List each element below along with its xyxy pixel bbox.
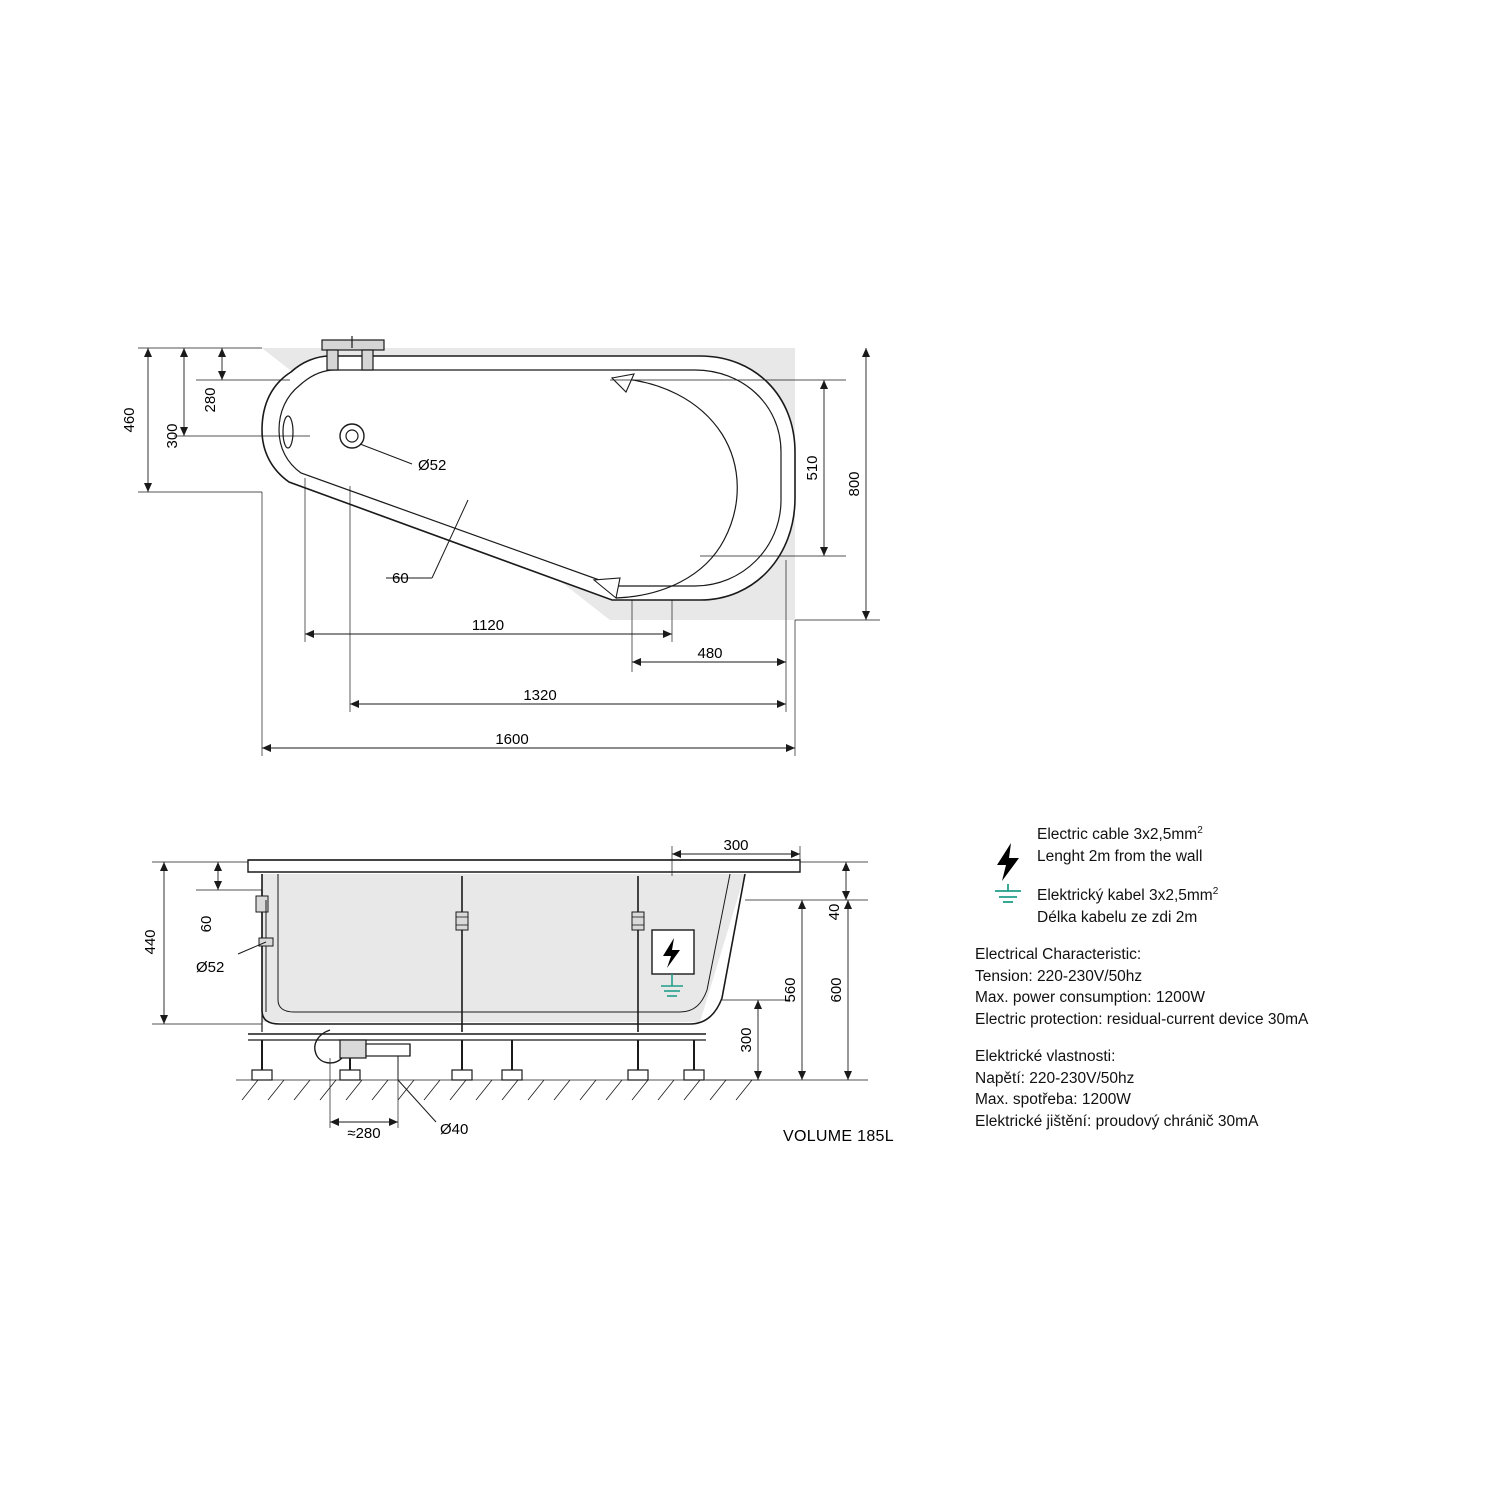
dim-dia40-text: Ø40 [440,1121,469,1138]
siphon-bend [315,1030,342,1063]
dim-1120-text: 1120 [471,617,505,634]
electrical-en-line-1: Max. power consumption: 1200W [975,989,1206,1007]
dim-dia52-plan-text: Ø52 [418,457,447,474]
dim-60-sec-text: 60 [198,915,215,933]
siphon-body [340,1040,366,1058]
dim-300-text: 300 [164,423,181,449]
cable-cz-sup: 2 [1212,886,1219,898]
cable-note-block [975,820,1455,928]
electrical-cz-heading: Elektrické vlastnosti: [975,1048,1116,1066]
electrical-cz-line-0: Napětí: 220-230V/50hz [975,1069,1135,1087]
volume-label: VOLUME 185L [783,1128,894,1145]
dim-510-text: 510 [804,455,821,481]
dim-560-text: 560 [782,977,799,1003]
dim-dia52-sec-text: Ø52 [196,959,225,976]
notes-panel [975,820,1455,1148]
floor-hatching [236,1080,760,1100]
faucet-spout-right [362,350,373,370]
dim-280-text: 280 [202,387,219,413]
support-clamp-right [632,912,644,930]
electrical-en-line-2: Electric protection: residual-current device 30mA [975,1010,1309,1028]
section-view [142,837,868,1142]
electrical-en-heading: Electrical Characteristic: [975,946,1142,964]
faucet-deck-plate [322,340,384,350]
cable-cz-line2: Délka kabelu ze zdi 2m [1037,908,1198,926]
dim-40-text: 40 [826,903,843,921]
dim-800-text: 800 [846,471,863,497]
dim-460-text: 460 [121,407,138,433]
waste-pipe [366,1044,410,1056]
dim-600-text: 600 [828,977,845,1003]
drain-inner-plan [346,430,358,442]
support-clamp-mid [456,912,468,930]
dim-280-text: ≈280 [347,1125,381,1142]
lightning-bolt-icon [993,842,1023,882]
dim-60-plan-text: 60 [392,570,409,587]
tub-outline-plan [262,356,795,600]
cable-cz-line1 [1037,881,1455,907]
dim-440-text: 440 [142,929,159,955]
cable-en-sup: 2 [1197,825,1203,836]
electrical-cz-block [975,1046,1455,1132]
plan-view [121,336,880,756]
dim-1320-text: 1320 [523,687,557,704]
dia40-leader [398,1080,436,1122]
faucet-spout-left [327,350,338,370]
cable-en-line1 [1037,820,1455,846]
overflow-opening [283,416,293,448]
cable-cz-line1-text: Elektrický kabel 3x2,5mm [1037,887,1213,905]
electrical-en-line-0: Tension: 220-230V/50hz [975,967,1143,985]
cable-en-line2: Lenght 2m from the wall [1037,847,1203,865]
tub-rim-plate [248,860,800,872]
electrical-cz-line-1: Max. spotřeba: 1200W [975,1091,1131,1109]
electrical-en-block [975,944,1455,1030]
dim-1600-text: 1600 [495,731,529,748]
ground-symbol-icon [991,884,1025,904]
dim-300-right-text: 300 [738,1027,755,1053]
electrical-cz-line-2: Elektrické jištění: proudový chránič 30mA [975,1112,1259,1130]
dim-480-text: 480 [697,645,723,662]
cable-en-line1-text: Electric cable 3x2,5mm [1037,826,1198,844]
dim-300-top-text: 300 [723,837,749,854]
